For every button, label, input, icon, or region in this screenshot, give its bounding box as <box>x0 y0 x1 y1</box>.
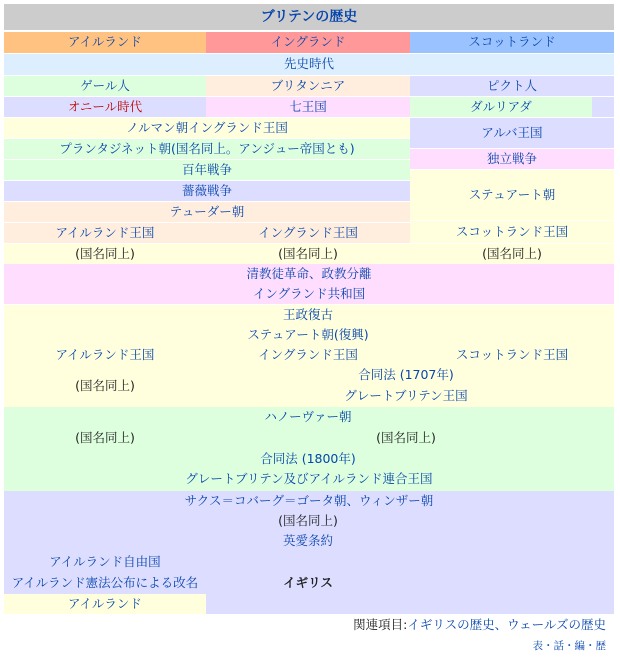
era-britannia[interactable]: ブリタンニア <box>206 76 410 96</box>
same-name-great-britain: (国名同上) <box>376 429 436 445</box>
related-articles <box>4 615 614 635</box>
era-prehistory[interactable]: 先史時代 <box>4 54 614 75</box>
same-name-ireland-1: (国名同上) <box>4 244 206 264</box>
era-restoration[interactable]: 王政復古 <box>282 306 333 322</box>
kingdom-of-england-1[interactable]: イングランド王国 <box>206 223 410 243</box>
era-picts[interactable]: ピクト人 <box>410 76 614 96</box>
era-norman-england[interactable]: ノルマン朝イングランド王国 <box>4 118 410 138</box>
era-saxe-coburg-windsor[interactable]: サクス＝コバーグ＝ゴータ朝、ウィンザー朝 <box>184 492 434 508</box>
related-label: 関連項目: <box>353 616 408 632</box>
related-links[interactable]: イギリスの歴史、ウェールズの歴史 <box>407 616 606 632</box>
era-plantagenet[interactable]: プランタジネット朝(国名同上。アンジュー帝国とも) <box>4 139 410 159</box>
navbar-view-talk-edit-history[interactable]: 表・話・編・歴 <box>532 639 606 652</box>
kingdom-of-scotland-1[interactable]: スコットランド王国 <box>410 221 614 243</box>
era-oneill[interactable]: オニール時代 <box>4 97 206 117</box>
history-of-britain-navbox <box>4 4 614 656</box>
same-name-ireland-3: (国名同上) <box>75 429 135 445</box>
kingdom-of-ireland-1[interactable]: アイルランド王国 <box>4 223 206 243</box>
same-name-england-1: (国名同上) <box>206 244 410 264</box>
kingdom-of-great-britain[interactable]: グレートブリテン王国 <box>344 387 468 403</box>
region-header-england[interactable]: イングランド <box>206 32 410 53</box>
act-of-union-1800[interactable]: 合同法 (1800年) <box>260 450 356 466</box>
united-kingdom-gb-ireland[interactable]: グレートブリテン及びアイルランド連合王国 <box>185 470 433 486</box>
era-stuart-scotland[interactable]: ステュアート朝 <box>410 170 614 220</box>
renamed-by-constitution[interactable]: アイルランド憲法公布による改名 <box>11 574 199 590</box>
era-stuart-restored[interactable]: ステュアート朝(復興) <box>247 326 369 342</box>
region-header-scotland[interactable]: スコットランド <box>410 32 614 53</box>
kingdom-of-scotland-2[interactable]: スコットランド王国 <box>455 346 569 362</box>
irish-free-state[interactable]: アイルランド自由国 <box>49 553 161 569</box>
era-hanover[interactable]: ハノーヴァー朝 <box>264 408 352 424</box>
same-name-ireland-2: (国名同上) <box>75 377 135 393</box>
anglo-irish-treaty[interactable]: 英愛条約 <box>282 532 333 548</box>
era-gaels[interactable]: ゲール人 <box>4 76 206 96</box>
region-header-ireland[interactable]: アイルランド <box>4 32 206 53</box>
era-independence-war[interactable]: 独立戦争 <box>410 149 614 169</box>
same-name-scotland-1: (国名同上) <box>410 244 614 264</box>
republic-of-ireland[interactable]: アイルランド <box>4 594 206 614</box>
era-dalriada[interactable]: ダルリアダ <box>410 97 592 117</box>
united-kingdom[interactable]: イギリス <box>283 574 333 590</box>
era-puritan-revolution[interactable]: 清教徒革命、政教分離 <box>4 264 614 284</box>
era-heptarchy[interactable]: 七王国 <box>206 97 410 117</box>
kingdom-of-ireland-2[interactable]: アイルランド王国 <box>55 346 155 362</box>
era-wars-of-the-roses[interactable]: 薔薇戦争 <box>4 181 410 201</box>
era-alba[interactable]: アルバ王国 <box>410 118 614 148</box>
dalriada-gap <box>592 97 614 117</box>
era-commonwealth-of-england[interactable]: イングランド共和国 <box>4 284 614 304</box>
era-tudor[interactable]: テューダー朝 <box>4 202 410 222</box>
navbox-title[interactable]: ブリテンの歴史 <box>4 4 614 30</box>
act-of-union-1707[interactable]: 合同法 (1707年) <box>358 366 454 382</box>
same-name-uk: (国名同上) <box>278 512 338 528</box>
era-hundred-years-war[interactable]: 百年戦争 <box>4 160 410 180</box>
kingdom-of-england-2[interactable]: イングランド王国 <box>258 346 358 362</box>
